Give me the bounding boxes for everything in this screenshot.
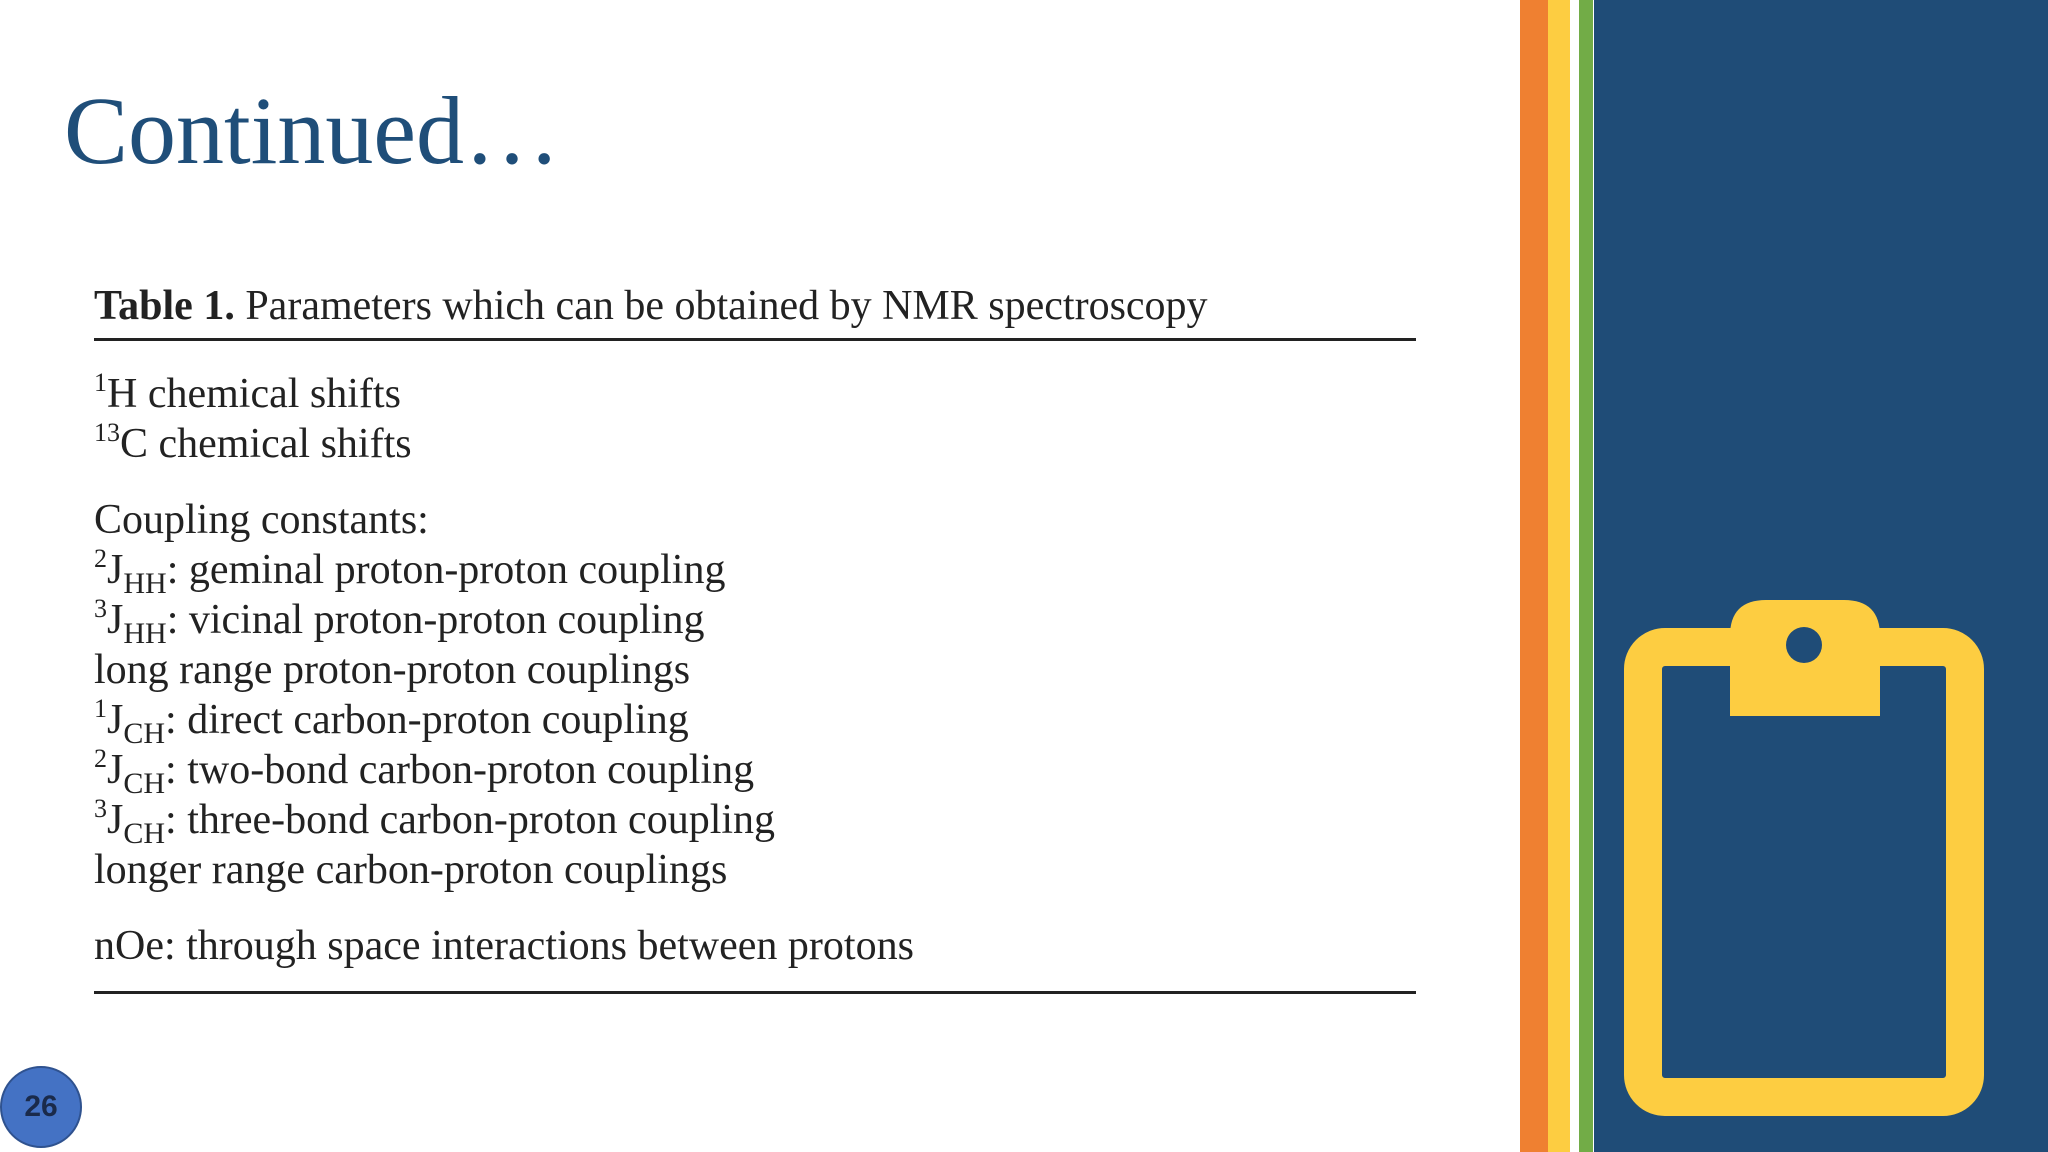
table-row: nOe: through space interactions between protons [94,923,914,969]
table-row: $^2J_{CH}$: two-bond carbon-proton coupling [94,744,755,800]
accent-stripe-green [1579,0,1593,1152]
table-row: longer range carbon-proton couplings [94,847,728,893]
noe-group [94,921,1416,971]
table-row: $^3J_{HH}$: vicinal proton-proton coupling [94,594,705,650]
table-caption-label: Table 1. [94,283,235,329]
table-row: $^{13}$C chemical shifts [94,418,412,467]
table-row: $^2J_{HH}$: geminal proton-proton coupling [94,544,726,600]
table-caption [94,282,1416,338]
table-bottom-rule [94,991,1416,994]
table-row: $^3J_{CH}$: three-bond carbon-proton coupling [94,794,776,850]
table-caption-text: Parameters which can be obtained by NMR spectroscopy [245,283,1208,329]
accent-stripe-yellow [1548,0,1570,1152]
nmr-parameters-table [94,282,1416,994]
slide-title: Continued… [64,77,560,184]
page-number-badge: 26 [0,1066,82,1148]
table-row: long range proton-proton couplings [94,647,691,693]
chemical-shifts-group [94,369,1416,469]
coupling-header: Coupling constants: [94,497,429,543]
accent-stripe-white [1570,0,1579,1152]
accent-stripe-orange [1520,0,1548,1152]
clipboard-icon [1622,600,1986,1118]
table-row: $^1$H chemical shifts [94,368,401,417]
table-top-rule [94,338,1416,341]
coupling-constants-group [94,495,1416,895]
table-row: $^1J_{CH}$: direct carbon-proton coupling [94,694,689,750]
